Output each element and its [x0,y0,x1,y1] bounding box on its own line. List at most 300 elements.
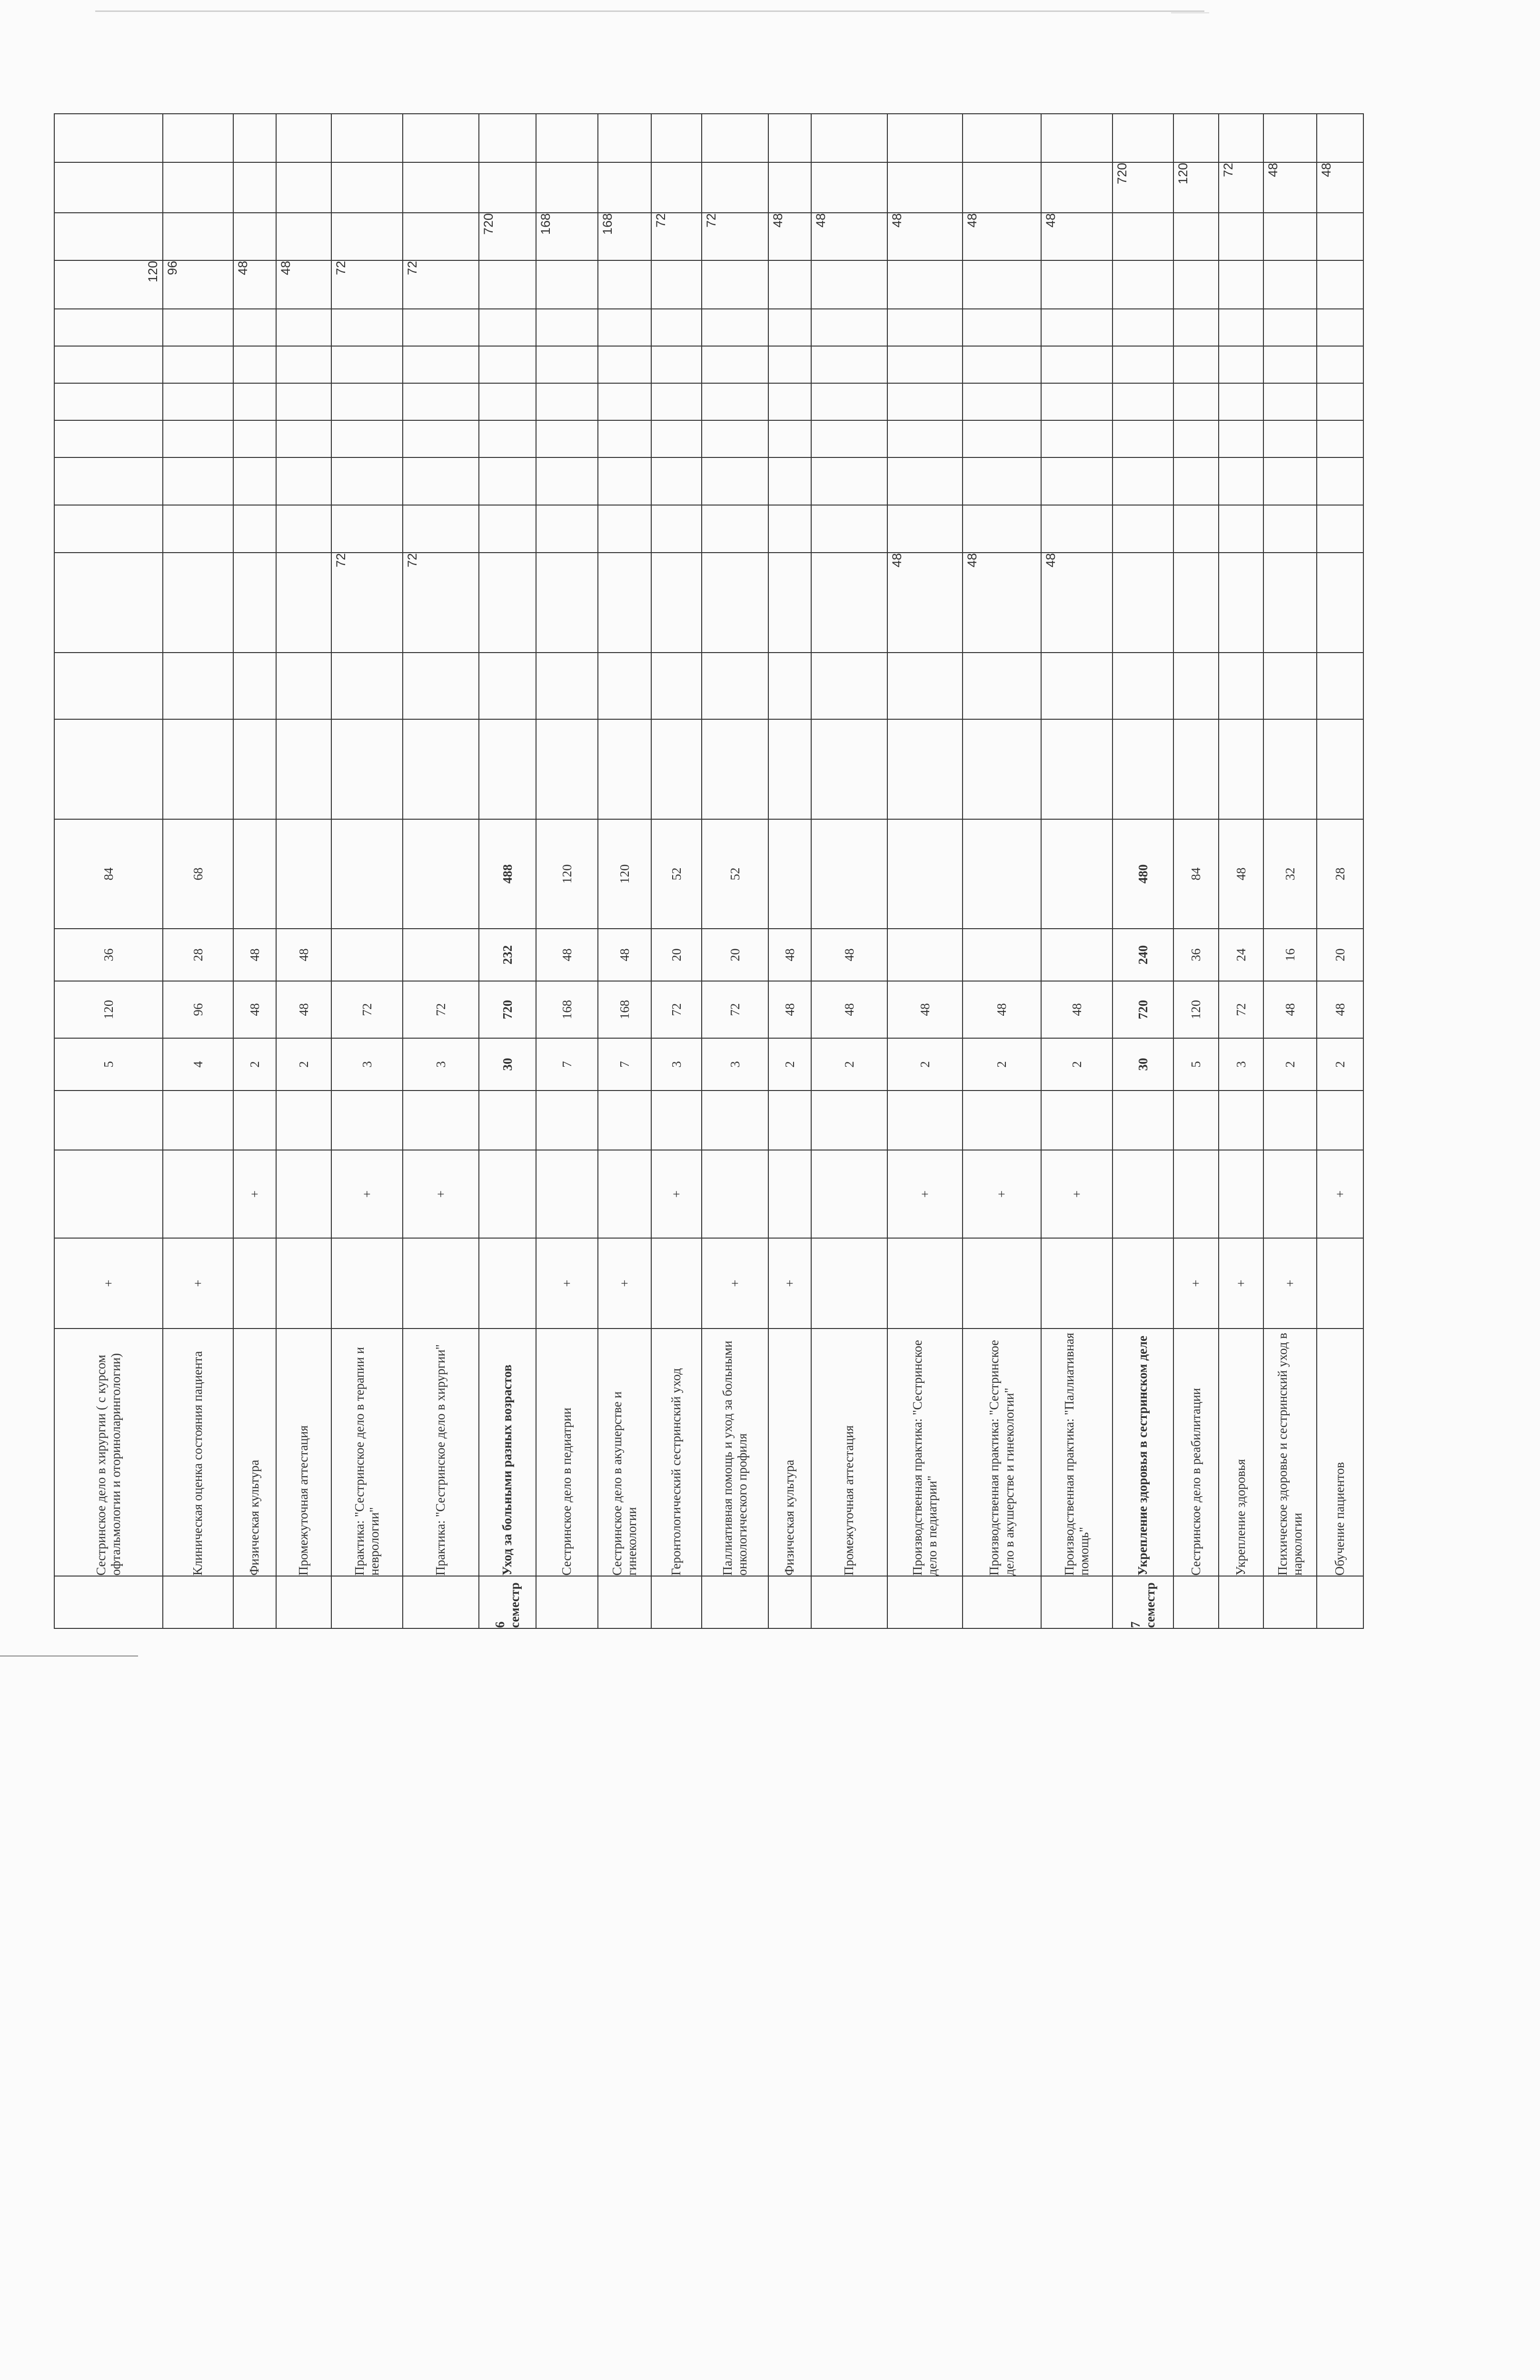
empty-cell [1317,346,1363,383]
credits-cell: 2 [887,1038,963,1091]
credits-cell: 3 [1219,1038,1263,1091]
empty-cell [963,719,1041,819]
lecture-hours-cell: 240 [1113,929,1173,981]
empty-cell [702,383,768,420]
empty-cell [702,346,768,383]
semester-6-hours-cell [1113,213,1173,260]
semester-7-hours-cell [54,162,163,213]
empty-cell [54,383,163,420]
semester-7-hours-cell [1041,162,1113,213]
practical-hours-cell: 84 [54,819,163,929]
credits-cell: 3 [331,1038,403,1091]
semester-7-hours-cell [702,162,768,213]
empty-cell [651,309,702,346]
empty-cell [479,114,536,162]
practical-hours-cell: 28 [1317,819,1363,929]
semester-cell [536,1576,598,1628]
empty-cell [403,719,479,819]
semester-5-hours-cell: 48 [276,260,331,309]
exam-mark: + [1173,1238,1219,1329]
empty-cell [276,457,331,505]
semester-cell [963,1576,1041,1628]
discipline-name: Уход за больными разных возрастов [479,1329,536,1576]
exam-mark: + [702,1238,768,1329]
empty-cell [1173,420,1219,457]
practice-hours-cell [1113,553,1173,653]
semester-cell [331,1576,403,1628]
coursework-mark [598,1091,651,1150]
empty-cell [479,653,536,719]
empty-cell [403,383,479,420]
empty-cell [1219,505,1263,553]
semester-7-hours-cell [163,162,233,213]
empty-cell [887,114,963,162]
exam-mark: + [163,1238,233,1329]
credits-cell: 2 [1263,1038,1317,1091]
discipline-name: Производственная практика: "Сестринское дело в педиатрии" [887,1329,963,1576]
empty-cell [163,457,233,505]
empty-cell [1263,719,1317,819]
table-row [1173,114,1219,1628]
semester-6-hours-cell: 48 [1041,213,1113,260]
practical-hours-cell: 120 [598,819,651,929]
empty-cell [1113,505,1173,553]
exam-mark [811,1238,887,1329]
empty-cell [536,309,598,346]
empty-cell [1317,719,1363,819]
empty-cell [1317,383,1363,420]
empty-cell [651,114,702,162]
credit-mark [1113,1150,1173,1238]
lecture-hours-cell: 20 [1317,929,1363,981]
total-hours-cell: 48 [1263,981,1317,1038]
semester-6-hours-cell [1219,213,1263,260]
empty-cell [331,346,403,383]
empty-cell [811,505,887,553]
empty-cell [702,114,768,162]
semester-6-hours-cell: 48 [768,213,811,260]
credit-mark: + [1041,1150,1113,1238]
total-hours-cell: 48 [1317,981,1363,1038]
empty-cell [403,309,479,346]
empty-cell [331,309,403,346]
empty-cell [536,420,598,457]
empty-cell [963,114,1041,162]
empty-cell [887,383,963,420]
semester-5-hours-cell [1263,260,1317,309]
empty-cell [768,457,811,505]
empty-cell [276,114,331,162]
empty-cell [479,505,536,553]
lecture-hours-cell: 16 [1263,929,1317,981]
semester-cell [768,1576,811,1628]
semester-6-hours-cell: 72 [702,213,768,260]
lecture-hours-cell: 48 [536,929,598,981]
semester-5-hours-cell [1173,260,1219,309]
empty-cell [1263,383,1317,420]
empty-cell [54,505,163,553]
semester-7-hours-cell [331,162,403,213]
empty-cell [276,309,331,346]
empty-cell [963,420,1041,457]
credits-cell: 2 [768,1038,811,1091]
semester-6-hours-cell [403,213,479,260]
semester-6-hours-cell [163,213,233,260]
semester-5-hours-cell [887,260,963,309]
empty-cell [887,309,963,346]
curriculum-table [54,113,1364,1629]
empty-cell [811,653,887,719]
semester-cell [403,1576,479,1628]
table-row [887,114,963,1628]
empty-cell [1219,420,1263,457]
empty-cell [1263,420,1317,457]
credits-cell: 3 [651,1038,702,1091]
empty-cell [1173,505,1219,553]
empty-cell [963,653,1041,719]
semester-cell [1219,1576,1263,1628]
empty-cell [233,457,276,505]
empty-cell [331,653,403,719]
lecture-hours-cell [1041,929,1113,981]
semester-6-hours-cell [1263,213,1317,260]
semester-6-hours-cell [331,213,403,260]
semester-cell [163,1576,233,1628]
semester-7-hours-cell: 720 [1113,162,1173,213]
empty-cell [702,420,768,457]
discipline-name: Геронтологический сестринский уход [651,1329,702,1576]
total-hours-cell: 168 [536,981,598,1038]
semester-7-hours-cell [536,162,598,213]
discipline-name: Паллиативная помощь и уход за больными онкологического профиля [702,1329,768,1576]
total-hours-cell: 72 [403,981,479,1038]
exam-mark: + [598,1238,651,1329]
semester-cell [651,1576,702,1628]
practical-hours-cell [811,819,887,929]
empty-cell [1317,653,1363,719]
credit-mark [1173,1150,1219,1238]
lecture-hours-cell: 28 [163,929,233,981]
empty-cell [536,457,598,505]
discipline-name: Клиническая оценка состояния пациента [163,1329,233,1576]
empty-cell [233,383,276,420]
credits-cell: 3 [702,1038,768,1091]
empty-cell [963,505,1041,553]
practice-hours-cell [1173,553,1219,653]
empty-cell [276,719,331,819]
empty-cell [1263,114,1317,162]
table-row [331,114,403,1628]
credit-mark: + [233,1150,276,1238]
credit-mark: + [1317,1150,1363,1238]
coursework-mark [1173,1091,1219,1150]
empty-cell [163,505,233,553]
scan-top-edge [95,10,1204,12]
empty-cell [1041,505,1113,553]
lecture-hours-cell [331,929,403,981]
exam-mark: + [54,1238,163,1329]
semester-7-hours-cell [651,162,702,213]
practical-hours-cell [1041,819,1113,929]
empty-cell [276,505,331,553]
empty-cell [768,309,811,346]
semester-cell: 6 семестр [479,1576,536,1628]
semester-6-hours-cell [233,213,276,260]
empty-cell [702,719,768,819]
rotated-table-wrapper [54,143,1347,1629]
discipline-name: Обучение пациентов [1317,1329,1363,1576]
semester-cell [1041,1576,1113,1628]
practical-hours-cell [276,819,331,929]
empty-cell [598,505,651,553]
discipline-name: Физическая культура [233,1329,276,1576]
empty-cell [54,420,163,457]
empty-cell [163,383,233,420]
empty-cell [403,653,479,719]
empty-cell [536,383,598,420]
lecture-hours-cell: 36 [54,929,163,981]
semester-5-hours-cell: 72 [331,260,403,309]
practical-hours-cell: 48 [1219,819,1263,929]
empty-cell [1317,309,1363,346]
table-row [233,114,276,1628]
semester-7-hours-cell: 72 [1219,162,1263,213]
credit-mark [811,1150,887,1238]
practice-hours-cell [811,553,887,653]
table-row [1263,114,1317,1628]
empty-cell [163,420,233,457]
total-hours-cell: 720 [479,981,536,1038]
table-row [768,114,811,1628]
table-row [163,114,233,1628]
empty-cell [887,457,963,505]
semester-5-hours-cell [598,260,651,309]
semester-5-hours-cell [536,260,598,309]
empty-cell [233,114,276,162]
total-hours-cell: 720 [1113,981,1173,1038]
discipline-name: Укрепление здоровья в сестринском деле [1113,1329,1173,1576]
lecture-hours-cell [963,929,1041,981]
exam-mark [331,1238,403,1329]
empty-cell [1113,719,1173,819]
empty-cell [1173,114,1219,162]
empty-cell [233,719,276,819]
total-hours-cell: 48 [811,981,887,1038]
table-row [963,114,1041,1628]
practical-hours-cell [331,819,403,929]
practice-hours-cell [768,553,811,653]
practical-hours-cell [403,819,479,929]
practice-hours-cell: 72 [331,553,403,653]
scan-top-edge-tail [1171,12,1209,13]
credit-mark [536,1150,598,1238]
practical-hours-cell: 480 [1113,819,1173,929]
total-hours-cell: 120 [1173,981,1219,1038]
semester-cell [1317,1576,1363,1628]
lecture-hours-cell: 48 [598,929,651,981]
empty-cell [1219,719,1263,819]
discipline-name: Производственная практика: "Сестринское дело в акушерстве и гинекологии" [963,1329,1041,1576]
exam-mark [276,1238,331,1329]
semester-7-hours-cell [811,162,887,213]
discipline-name: Практика: "Сестринское дело в терапии и неврологии" [331,1329,403,1576]
empty-cell [276,420,331,457]
empty-cell [702,653,768,719]
empty-cell [331,420,403,457]
semester-7-hours-cell [403,162,479,213]
empty-cell [768,719,811,819]
empty-cell [1173,309,1219,346]
empty-cell [1041,309,1113,346]
empty-cell [1113,383,1173,420]
lecture-hours-cell: 48 [768,929,811,981]
practice-hours-cell: 48 [963,553,1041,653]
empty-cell [651,420,702,457]
practice-hours-cell [479,553,536,653]
coursework-mark [887,1091,963,1150]
empty-cell [1173,719,1219,819]
discipline-name: Укрепление здоровья [1219,1329,1263,1576]
semester-7-hours-cell: 120 [1173,162,1219,213]
total-hours-cell: 48 [1041,981,1113,1038]
empty-cell [963,346,1041,383]
table-row [276,114,331,1628]
semester-6-hours-cell: 48 [887,213,963,260]
semester-7-hours-cell [768,162,811,213]
empty-cell [768,653,811,719]
empty-cell [1113,309,1173,346]
empty-cell [331,114,403,162]
empty-cell [1113,114,1173,162]
exam-mark: + [536,1238,598,1329]
empty-cell [811,309,887,346]
empty-cell [479,420,536,457]
coursework-mark [1219,1091,1263,1150]
empty-cell [1317,420,1363,457]
table-row [536,114,598,1628]
empty-cell [811,114,887,162]
empty-cell [811,346,887,383]
empty-cell [163,346,233,383]
table-row [651,114,702,1628]
practice-hours-cell [163,553,233,653]
credit-mark: + [887,1150,963,1238]
lecture-hours-cell: 232 [479,929,536,981]
credit-mark: + [331,1150,403,1238]
table-row [811,114,887,1628]
table-body [54,114,1363,1628]
practice-hours-cell [651,553,702,653]
empty-cell [1041,346,1113,383]
discipline-name: Сестринское дело в реабилитации [1173,1329,1219,1576]
empty-cell [702,505,768,553]
lecture-hours-cell [887,929,963,981]
coursework-mark [1263,1091,1317,1150]
credit-mark [1263,1150,1317,1238]
semester-cell [1263,1576,1317,1628]
lecture-hours-cell: 48 [811,929,887,981]
empty-cell [479,457,536,505]
semester-6-hours-cell: 48 [811,213,887,260]
empty-cell [811,383,887,420]
empty-cell [1317,457,1363,505]
practical-hours-cell: 52 [702,819,768,929]
semester-cell [702,1576,768,1628]
semester-cell: 7 семестр [1113,1576,1173,1628]
practice-hours-cell [1263,553,1317,653]
semester-cell [887,1576,963,1628]
practice-hours-cell [54,553,163,653]
semester-cell [1173,1576,1219,1628]
credit-mark [702,1150,768,1238]
practice-hours-cell [1219,553,1263,653]
credit-mark: + [651,1150,702,1238]
discipline-name: Практика: "Сестринское дело в хирургии" [403,1329,479,1576]
empty-cell [651,505,702,553]
rotated-page [54,163,1540,2380]
empty-cell [233,346,276,383]
semester-7-hours-cell [598,162,651,213]
empty-cell [768,383,811,420]
total-hours-cell: 48 [768,981,811,1038]
practice-hours-cell [233,553,276,653]
empty-cell [54,346,163,383]
coursework-mark [963,1091,1041,1150]
semester-7-hours-cell: 48 [1263,162,1317,213]
empty-cell [1219,114,1263,162]
practical-hours-cell: 52 [651,819,702,929]
empty-cell [768,114,811,162]
empty-cell [1173,653,1219,719]
credits-cell: 2 [276,1038,331,1091]
semester-cell [811,1576,887,1628]
practical-hours-cell: 68 [163,819,233,929]
exam-mark [963,1238,1041,1329]
exam-mark [479,1238,536,1329]
total-hours-cell: 72 [702,981,768,1038]
empty-cell [479,719,536,819]
credit-mark: + [403,1150,479,1238]
coursework-mark [651,1091,702,1150]
coursework-mark [331,1091,403,1150]
table-row [54,114,163,1628]
empty-cell [651,383,702,420]
empty-cell [651,346,702,383]
coursework-mark [768,1091,811,1150]
empty-cell [536,505,598,553]
empty-cell [54,653,163,719]
empty-cell [403,457,479,505]
coursework-mark [54,1091,163,1150]
empty-cell [233,653,276,719]
discipline-name: Сестринское дело в педиатрии [536,1329,598,1576]
exam-mark [403,1238,479,1329]
empty-cell [1219,346,1263,383]
exam-mark [651,1238,702,1329]
empty-cell [1173,383,1219,420]
coursework-mark [536,1091,598,1150]
credits-cell: 2 [811,1038,887,1091]
coursework-mark [233,1091,276,1150]
semester-6-hours-cell: 168 [536,213,598,260]
semester-5-hours-cell [1219,260,1263,309]
practical-hours-cell: 84 [1173,819,1219,929]
empty-cell [479,309,536,346]
credit-mark [768,1150,811,1238]
empty-cell [598,420,651,457]
empty-cell [233,309,276,346]
empty-cell [598,114,651,162]
